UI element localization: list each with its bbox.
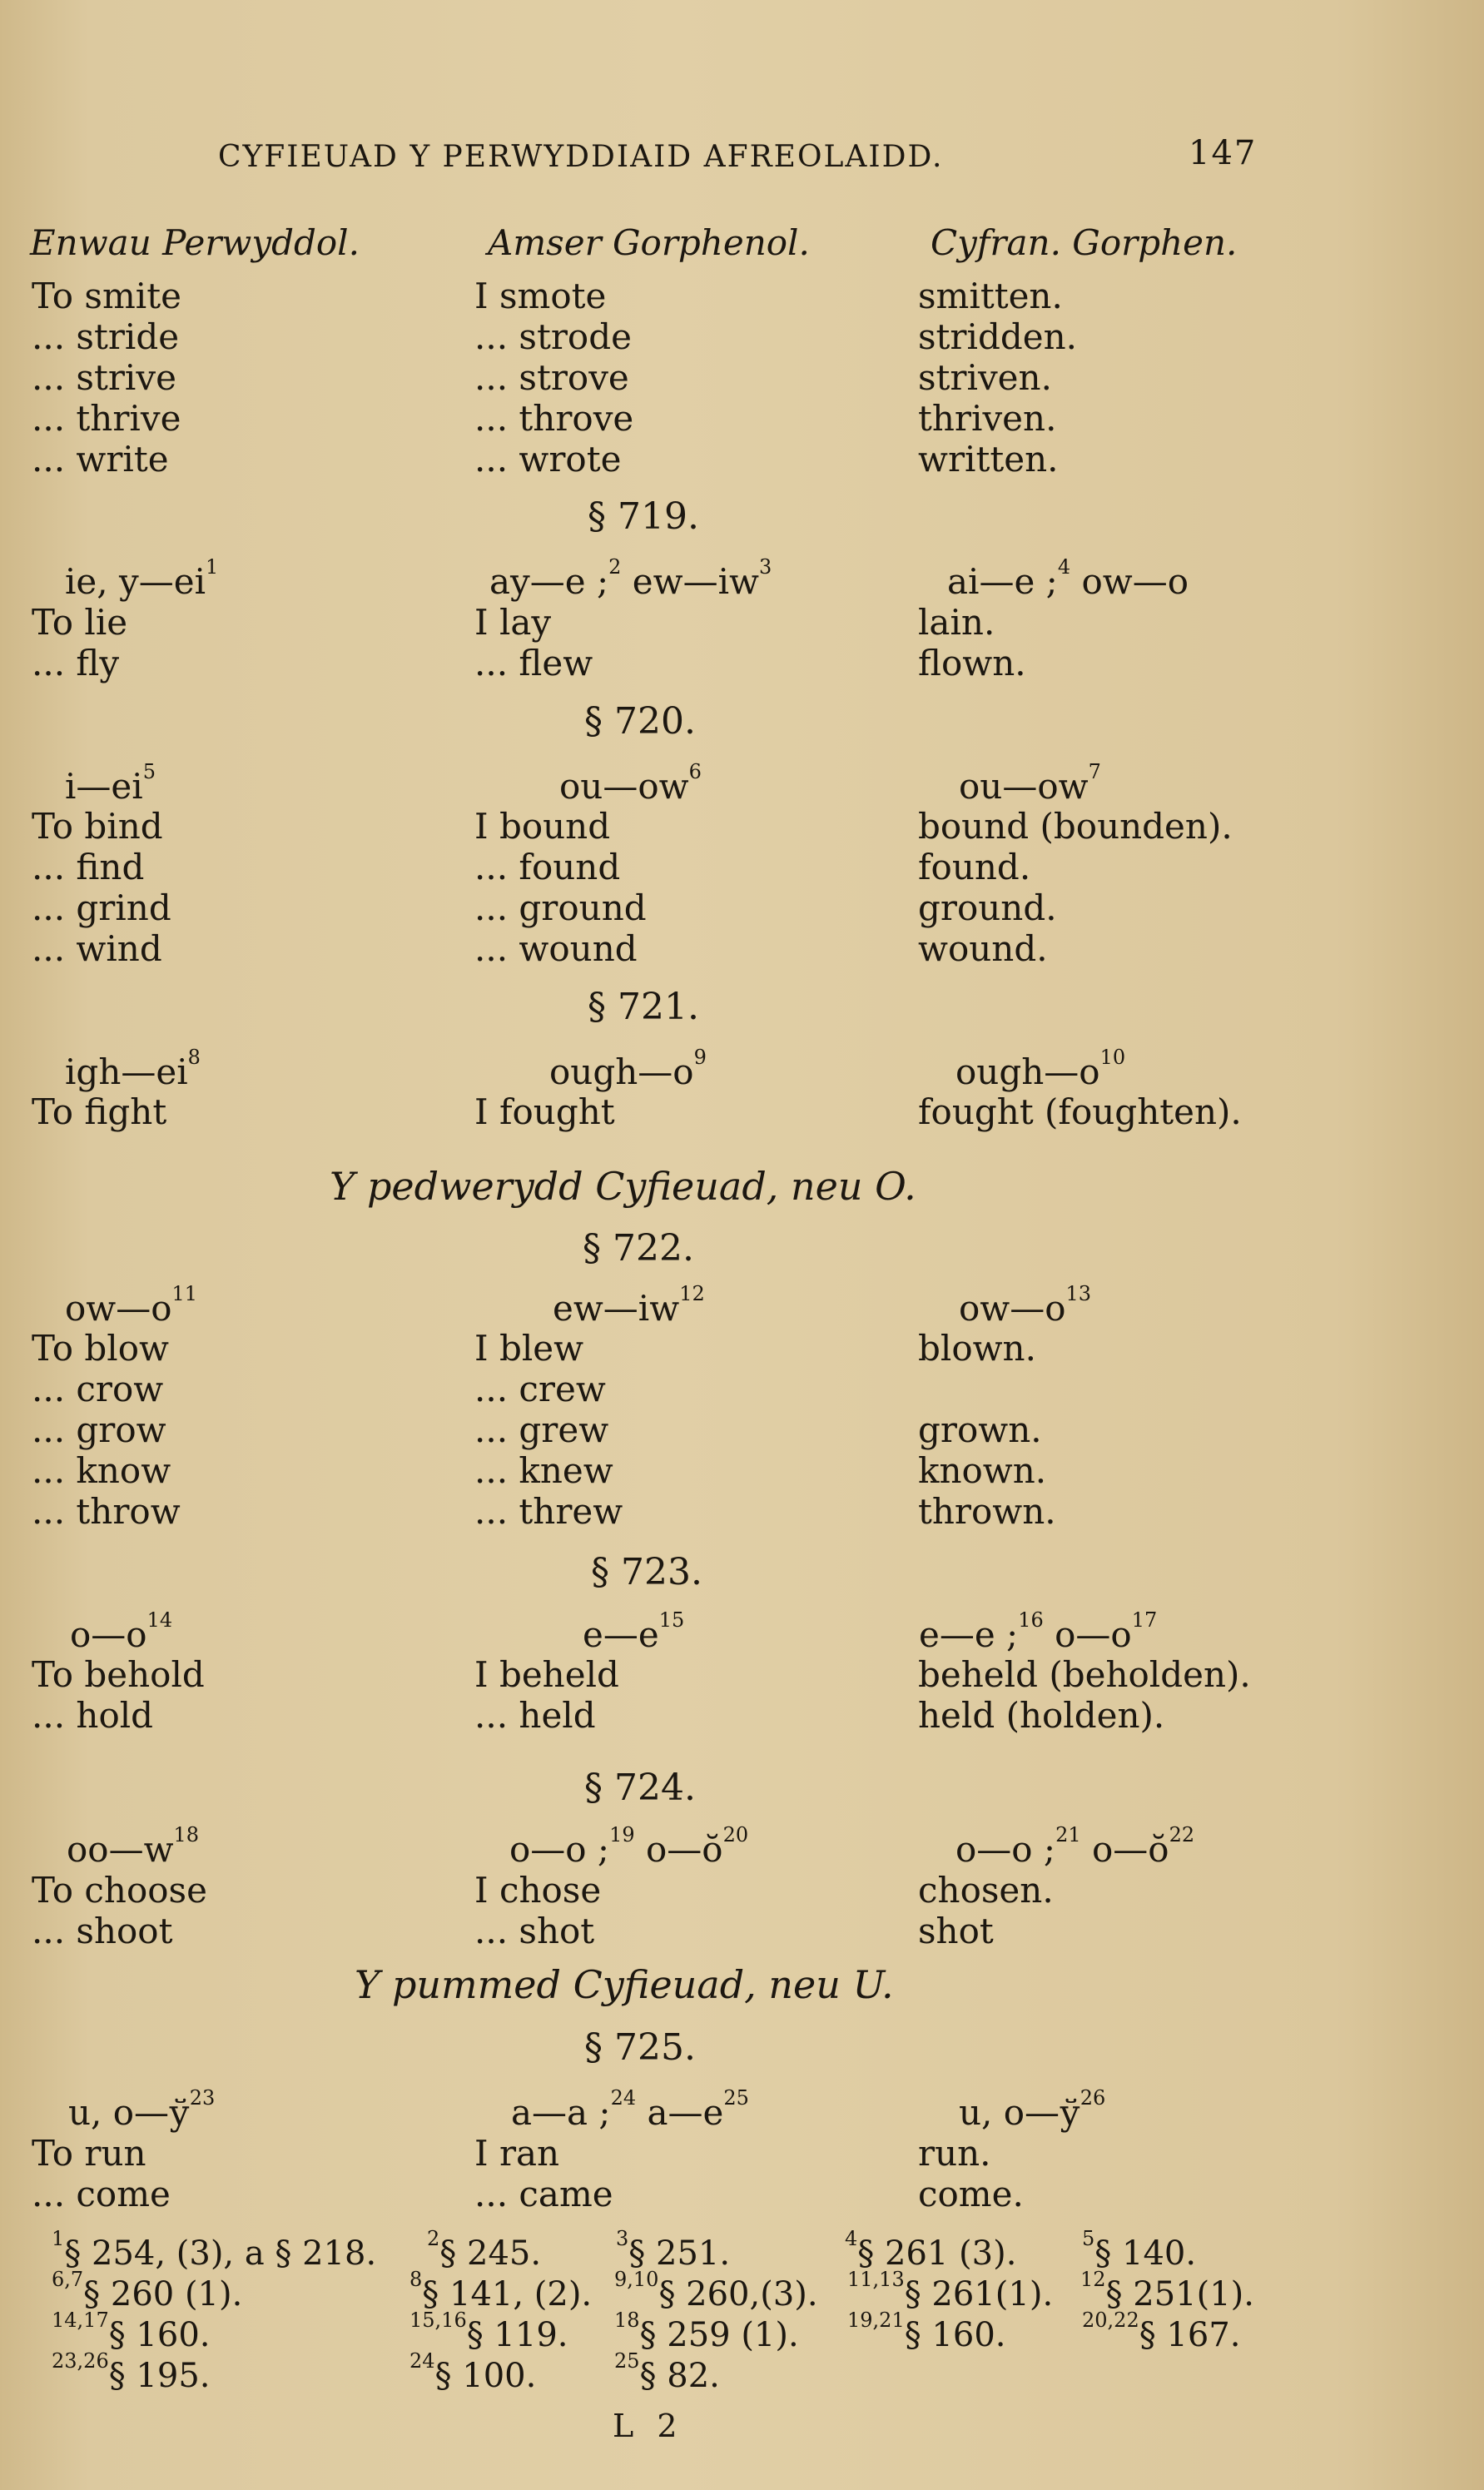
verb-participle: bound (bounden). bbox=[918, 806, 1233, 847]
verb-participle: come. bbox=[918, 2174, 1024, 2214]
vowel-pattern-participle: $ough—o^{10}$ bbox=[955, 1046, 1126, 1092]
verb-past: ... grew bbox=[474, 1409, 609, 1450]
column-heading-infinitive: Enwau Perwyddol. bbox=[30, 222, 360, 263]
verb-participle: smitten. bbox=[918, 276, 1063, 316]
verb-past: ... came bbox=[474, 2174, 613, 2214]
footnote: $^5$§ 140. bbox=[1082, 2227, 1197, 2273]
verb-infinitive: ... find bbox=[32, 847, 145, 887]
vowel-pattern-past: o—o ;$^{19}$ $o—ŏ^{20}$ bbox=[509, 1823, 749, 1870]
vowel-pattern-past: $e—e^{15}$ bbox=[583, 1608, 685, 1655]
running-title: CYFIEUAD Y PERWYDDIAID AFREOLAIDD. bbox=[218, 140, 944, 174]
verb-infinitive: ... fly bbox=[32, 643, 120, 683]
vowel-pattern-past: $ew—iw^{12}$ bbox=[553, 1282, 705, 1329]
verb-participle: chosen. bbox=[918, 1870, 1054, 1911]
vowel-pattern-past: a—a ;$^{24}$ $a—e^{25}$ bbox=[511, 2086, 749, 2133]
verb-participle: wound. bbox=[918, 928, 1048, 969]
footnote: $^{20,22}$§ 167. bbox=[1082, 2309, 1241, 2354]
vowel-pattern-participle: $ou—ow^7$ bbox=[959, 760, 1101, 807]
verb-past: ... strode bbox=[474, 316, 632, 357]
conjugation-heading: Y pummed Cyfieuad, neu U. bbox=[355, 1962, 894, 2007]
vowel-pattern-infinitive: $ow—o^{11}$ bbox=[65, 1282, 198, 1329]
footnote: $^4$§ 261 (3). bbox=[845, 2227, 1017, 2273]
section-number: § 723. bbox=[591, 1551, 702, 1593]
verb-infinitive: ... wind bbox=[32, 928, 162, 969]
verb-past: ... wrote bbox=[474, 439, 622, 480]
verb-participle: beheld (beholden). bbox=[918, 1654, 1251, 1695]
vowel-pattern-participle: e—e ;$^{16}$ $o—o^{17}$ bbox=[919, 1608, 1158, 1655]
section-number: § 720. bbox=[584, 700, 696, 743]
footnote: $^{18}$§ 259 (1). bbox=[614, 2309, 799, 2354]
verb-past: ... wound bbox=[474, 928, 638, 969]
verb-past: I ran bbox=[474, 2133, 560, 2174]
footnote: $^{24}$§ 100. bbox=[409, 2349, 537, 2395]
vowel-pattern-participle: o—o ;$^{21}$ $o—ŏ^{22}$ bbox=[955, 1823, 1195, 1870]
vowel-pattern-infinitive: $i—ei^5$ bbox=[65, 760, 156, 807]
verb-participle: held (holden). bbox=[918, 1695, 1165, 1736]
verb-participle: striven. bbox=[918, 357, 1052, 398]
verb-infinitive: To lie bbox=[32, 602, 128, 643]
vowel-pattern-infinitive: ie, $y—ei^1$ bbox=[65, 555, 219, 602]
verb-infinitive: To behold bbox=[32, 1654, 205, 1695]
vowel-pattern-past: $ou—ow^6$ bbox=[559, 760, 702, 807]
verb-past: I smote bbox=[474, 276, 607, 316]
verb-participle: stridden. bbox=[918, 316, 1077, 357]
verb-participle: thriven. bbox=[918, 398, 1057, 439]
footnote: $^{23,26}$§ 195. bbox=[52, 2349, 211, 2395]
verb-infinitive: ... strive bbox=[32, 357, 176, 398]
verb-participle: run. bbox=[918, 2133, 991, 2174]
verb-past: ... shot bbox=[474, 1911, 595, 1951]
vowel-pattern-participle: ai—e ;$^4$ ow—o bbox=[947, 555, 1189, 602]
footnote: $^{12}$§ 251(1). bbox=[1080, 2268, 1254, 2314]
vowel-pattern-infinitive: u, $o—ў^{23}$ bbox=[68, 2086, 216, 2133]
verb-past: ... crew bbox=[474, 1369, 606, 1409]
verb-past: I lay bbox=[474, 602, 552, 643]
verb-participle: thrown. bbox=[918, 1491, 1056, 1532]
verb-participle: grown. bbox=[918, 1409, 1042, 1450]
verb-infinitive: To run bbox=[32, 2133, 146, 2174]
footnote: $^{14,17}$§ 160. bbox=[52, 2309, 211, 2354]
verb-participle: blown. bbox=[918, 1328, 1036, 1369]
vowel-pattern-past: ay—e ;$^2$ $ew—iw^3$ bbox=[489, 555, 772, 602]
verb-participle: flown. bbox=[918, 643, 1026, 683]
footnote: $^1$§ 254, (3), a § 218. bbox=[52, 2227, 377, 2273]
footnote: $^{25}$§ 82. bbox=[614, 2349, 720, 2395]
signature-mark: L 2 bbox=[613, 2408, 684, 2444]
verb-infinitive: ... grind bbox=[32, 887, 171, 928]
verb-infinitive: ... shoot bbox=[32, 1911, 173, 1951]
footnote: $^{9,10}$§ 260,(3). bbox=[614, 2268, 818, 2314]
verb-past: ... strove bbox=[474, 357, 629, 398]
verb-infinitive: ... thrive bbox=[32, 398, 181, 439]
footnote: $^2$§ 245. bbox=[427, 2227, 542, 2273]
verb-participle: written. bbox=[918, 439, 1059, 480]
vowel-pattern-participle: $ow—o^{13}$ bbox=[959, 1282, 1092, 1329]
verb-participle: lain. bbox=[918, 602, 995, 643]
section-number: § 725. bbox=[584, 2026, 696, 2069]
footnote: $^{15,16}$§ 119. bbox=[409, 2309, 568, 2354]
verb-participle: shot bbox=[918, 1911, 994, 1951]
verb-infinitive: To choose bbox=[32, 1870, 207, 1911]
verb-infinitive: ... write bbox=[32, 439, 169, 480]
column-heading-participle: Cyfran. Gorphen. bbox=[931, 222, 1238, 263]
section-number: § 722. bbox=[583, 1227, 694, 1270]
section-number: § 721. bbox=[588, 986, 699, 1028]
verb-infinitive: To blow bbox=[32, 1328, 169, 1369]
verb-past: I fought bbox=[474, 1091, 615, 1132]
verb-participle: known. bbox=[918, 1450, 1047, 1491]
section-number: § 724. bbox=[584, 1767, 696, 1809]
verb-past: ... held bbox=[474, 1695, 596, 1736]
vowel-pattern-participle: u, $o—ў^{26}$ bbox=[959, 2086, 1106, 2133]
footnote: $^{6,7}$§ 260 (1). bbox=[52, 2268, 243, 2314]
verb-past: I beheld bbox=[474, 1654, 619, 1695]
verb-past: ... flew bbox=[474, 643, 593, 683]
verb-infinitive: ... know bbox=[32, 1450, 171, 1491]
column-heading-past: Amser Gorphenol. bbox=[488, 222, 810, 263]
verb-infinitive: ... throw bbox=[32, 1491, 181, 1532]
footnote: $^3$§ 251. bbox=[616, 2227, 731, 2273]
vowel-pattern-infinitive: $igh—ei^8$ bbox=[65, 1046, 201, 1092]
footnote: $^{11,13}$§ 261(1). bbox=[847, 2268, 1054, 2314]
verb-infinitive: ... crow bbox=[32, 1369, 164, 1409]
conjugation-heading: Y pedwerydd Cyfieuad, neu O. bbox=[330, 1164, 916, 1209]
verb-participle: ground. bbox=[918, 887, 1057, 928]
footnote: $^8$§ 141, (2). bbox=[409, 2268, 593, 2314]
verb-past: I chose bbox=[474, 1870, 602, 1911]
footnote: $^{19,21}$§ 160. bbox=[847, 2309, 1006, 2354]
section-number: § 719. bbox=[588, 495, 699, 538]
verb-participle: found. bbox=[918, 847, 1031, 887]
verb-participle: fought (foughten). bbox=[918, 1091, 1242, 1132]
verb-infinitive: To bind bbox=[32, 806, 163, 847]
verb-infinitive: ... grow bbox=[32, 1409, 166, 1450]
verb-past: I blew bbox=[474, 1328, 584, 1369]
verb-past: ... throve bbox=[474, 398, 634, 439]
verb-past: ... threw bbox=[474, 1491, 623, 1532]
verb-infinitive: To fight bbox=[32, 1091, 167, 1132]
verb-past: I bound bbox=[474, 806, 611, 847]
vowel-pattern-infinitive: $o—o^{14}$ bbox=[70, 1608, 173, 1655]
verb-infinitive: ... hold bbox=[32, 1695, 154, 1736]
vowel-pattern-past: $ough—o^9$ bbox=[549, 1046, 707, 1092]
verb-past: ... ground bbox=[474, 887, 647, 928]
page-number: 147 bbox=[1189, 134, 1258, 172]
verb-past: ... found bbox=[474, 847, 621, 887]
verb-infinitive: ... come bbox=[32, 2174, 171, 2214]
verb-infinitive: To smite bbox=[32, 276, 181, 316]
verb-infinitive: ... stride bbox=[32, 316, 180, 357]
vowel-pattern-infinitive: $oo—w^{18}$ bbox=[67, 1823, 200, 1870]
verb-past: ... knew bbox=[474, 1450, 613, 1491]
